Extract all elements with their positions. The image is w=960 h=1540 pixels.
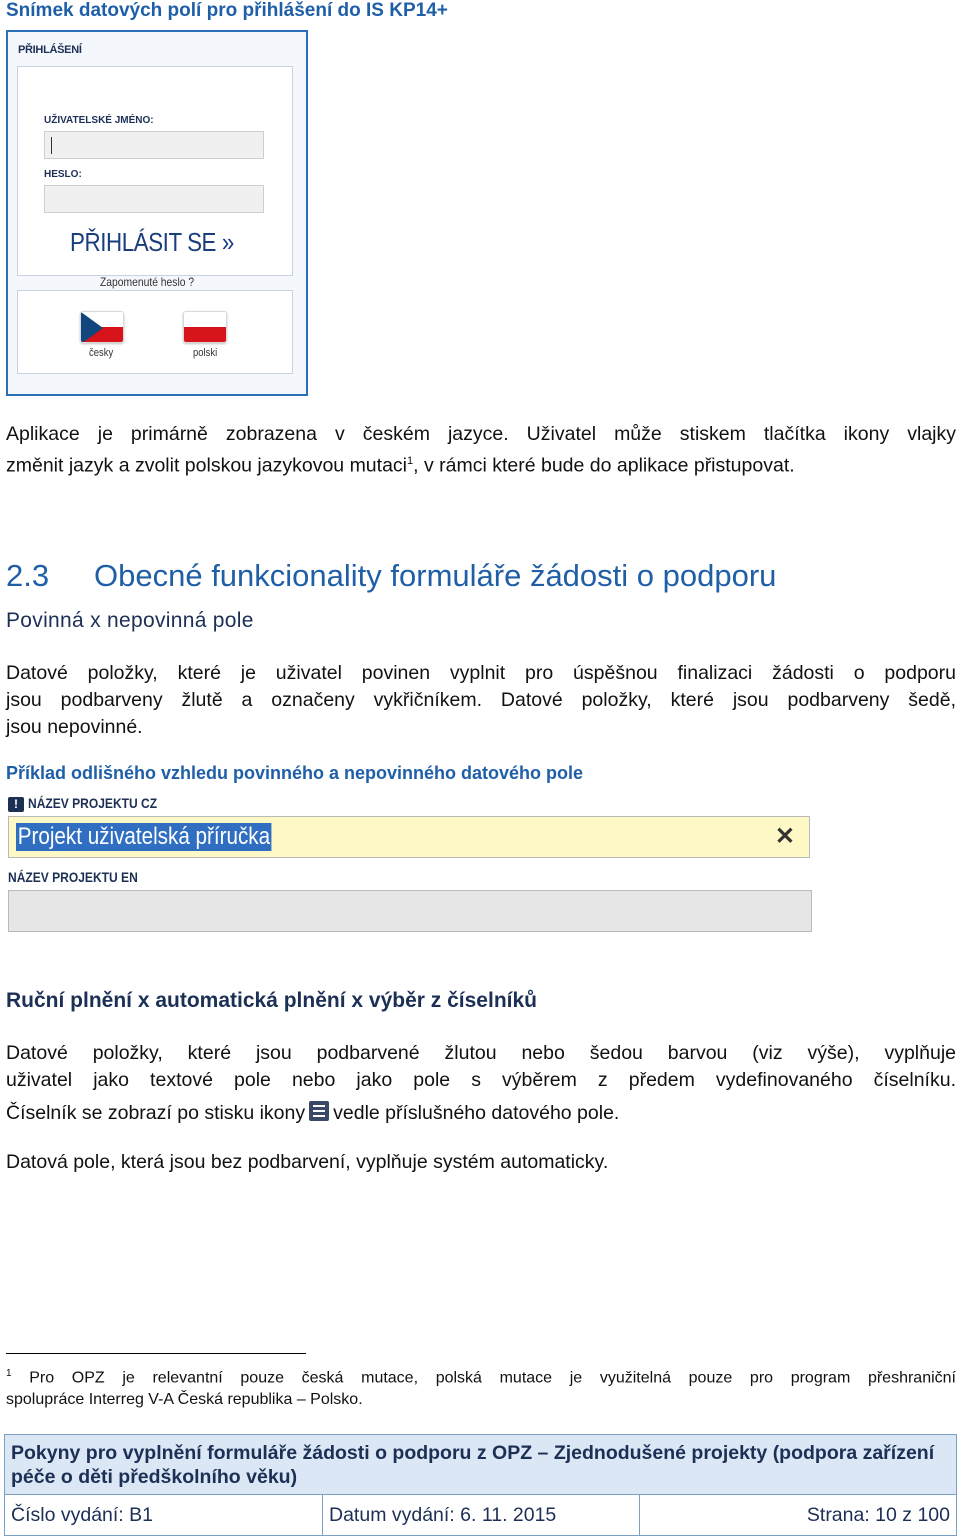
field-label-en: NÁZEV PROJEKTU EN [8,869,138,885]
czech-flag-icon[interactable] [80,311,124,343]
section-number: 2.3 [6,558,50,593]
password-label: HESLO: [44,169,82,180]
language-panel [17,290,293,374]
codelist-icon [309,1101,329,1121]
password-input[interactable] [44,185,264,213]
footer-title: Pokyny pro vyplnění formuláře žádosti o podporu z OPZ – Zjednodušené projekty (podpora zařízení péče o děti předškolního věku) [5,1435,956,1495]
username-input[interactable] [44,131,264,159]
subsection-title-2: Ruční plnění x automatická plnění x výběr z číselníků [6,989,537,1012]
footnote-ref: 1 [407,455,414,467]
login-button[interactable]: PŘIHLÁSIT SE » [70,227,234,257]
field-value: Projekt uživatelská příručka [17,823,271,850]
footnote: $^1$ Pro OPZ je relevantní pouze česká mutace, polská mutace je využitelná pouze pro program přeshraniční spolupráce Interreg V-A Česká republika – Polsko. [6,1368,956,1409]
mandatory-warning-icon: ! [8,797,24,812]
intro-line: Aplikace je primárně zobrazena v českém jazyce. Uživatel může stiskem tlačítka ikony vlajky [6,423,956,445]
username-label: UŽIVATELSKÉ JMÉNO: [44,115,154,126]
footnote-divider [6,1353,306,1354]
project-name-cz-input[interactable] [8,816,810,858]
footer-page: Strana: 10 z 100 [806,1504,950,1526]
screenshot-caption: Snímek datových polí pro přihlášení do IS KP14+ [6,0,448,21]
intro-paragraph [6,421,956,480]
subsection-title: Povinná x nepovinná pole [6,609,254,632]
page-footer [4,1434,957,1536]
language-label-polish: polski [193,347,218,359]
text-caret [51,137,52,154]
project-name-en-input[interactable] [8,890,812,932]
section-title: Obecné funkcionality formuláře žádosti o podporu [94,558,777,593]
forgot-password-link[interactable]: Zapomenuté heslo ? [100,275,195,289]
field-label-cz: NÁZEV PROJEKTU CZ [28,795,158,811]
clear-icon[interactable]: ✕ [774,823,795,850]
section-heading [6,558,776,594]
language-label-czech: česky [89,347,114,359]
example-caption: Příklad odlišného vzhledu povinného a nepovinného datového pole [6,763,584,783]
fill-paragraph: Datové položky, které jsou podbarvené žlutou nebo šedou barvou (viz výše), vyplňuje uživatel jako textové pole nebo jako pole s výběrem z předem vydefinovaného číselníku. Číselník se zobrazí po stisku ikony vedle příslušného datového pole. [6,1042,956,1124]
intro-line: změnit jazyk a zvolit polskou jazykovou mutaci$^1$, v rámci které bude do aplikace přistupovat. [6,454,795,477]
footer-date: Datum vydání: 6. 11. 2015 [323,1495,640,1536]
footer-edition: Číslo vydání: B1 [5,1495,323,1536]
polish-flag-icon[interactable] [183,311,227,343]
auto-fill-paragraph: Datová pole, která jsou bez podbarvení, vyplňuje systém automaticky. [6,1151,609,1173]
login-header: PŘIHLÁŠENÍ [18,44,82,56]
login-panel [17,66,293,289]
mandatory-paragraph: Datové položky, které je uživatel povinen vyplnit pro úspěšnou finalizaci žádosti o podporu jsou podbarveny žlutě a označeny vykřičníkem. Datové položky, které jsou podbarveny šedě, jsou nepovinné. [6,662,956,738]
login-screenshot [6,30,308,396]
